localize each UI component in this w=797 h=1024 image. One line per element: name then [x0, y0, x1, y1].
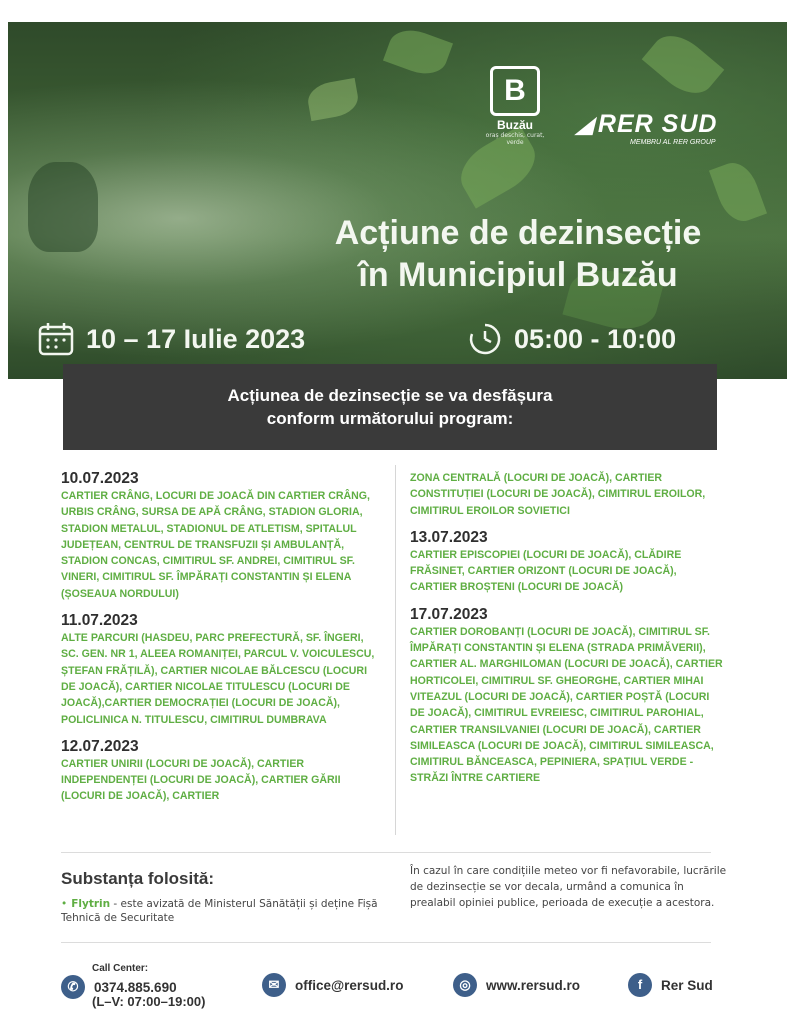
rer-sud-logo-name — [576, 110, 766, 139]
program-intro-line-1: Acțiunea de dezinsecție se va desfășura — [227, 386, 553, 405]
program-intro-line-2: conform următorului program: — [266, 409, 514, 428]
bullet-icon: • — [61, 898, 68, 910]
calendar-icon — [38, 322, 74, 356]
email-address[interactable]: office@rersud.ro — [295, 977, 404, 993]
schedule-day — [61, 738, 377, 805]
facebook-link[interactable]: Rer Sud — [661, 977, 713, 993]
website-contact[interactable] — [453, 973, 580, 997]
globe-icon: ◎ — [453, 973, 477, 997]
schedule-places: CARTIER UNIRII (LOCURI DE JOACĂ), CARTIER INDEPENDENȚEI (LOCURI DE JOACĂ), CARTIER GĂRII (LOCURI DE JOACĂ), CARTIER — [61, 757, 341, 803]
leaf-decoration — [642, 25, 725, 104]
schedule-day — [410, 606, 726, 787]
schedule-date: 12.07.2023 — [61, 737, 139, 755]
leaf-decoration — [305, 78, 360, 121]
phone-icon: ✆ — [61, 975, 85, 999]
schedule-places: ALTE PARCURI (HASDEU, PARC PREFECTURĂ, SF. ÎNGERI, SC. GEN. NR 1, ALEEA ROMANIȚEI, PARCUL V. VOICULESCU, ȘTEFAN FRĂȚILĂ), CARTIER NICOLAE BĂLCESCU (LOCURI DE JOACĂ), CARTIER NICOLAE TITULESCU (LOCURI DE JOACĂ),CARTIER DEMOCRAȚIEI (LOCURI DE JOACĂ), POLICLINICA N. TITULESCU, CIMITIRUL DUMBRAVA — [61, 632, 375, 726]
schedule-places: CARTIER CRÂNG, LOCURI DE JOACĂ DIN CARTIER CRÂNG, URBIS CRÂNG, SURSA DE APĂ CRÂNG, STADION GLORIA, STADION METALUL, STADIONUL DE ATLETISM, SPITALUL JUDEȚEAN, CENTRUL DE TRANSFUZII ȘI AMBULANȚĂ, STADION CONCAS, CIMITIRUL SF. ANDREI, CIMITIRUL SF. VINERI, CIMITIRUL SF. ÎMPĂRAȚI CONSTANTIN ȘI ELENA (ȘOSEAUA NORDULUI) — [61, 490, 370, 600]
section-divider — [61, 942, 711, 943]
schedule-day — [61, 612, 377, 728]
worker-silhouette — [28, 162, 98, 252]
rer-logo-icon: ◢ — [576, 112, 594, 137]
substance-title: Substanța folosită: — [61, 869, 215, 888]
substance-name: Flytrin — [71, 898, 111, 910]
section-divider — [61, 852, 711, 853]
page-title — [258, 212, 778, 296]
substance-item — [61, 897, 381, 925]
time-range-text: 05:00 - 10:00 — [514, 323, 677, 354]
hero-banner — [8, 22, 787, 379]
title-line-1: Acțiune de dezinsecție — [334, 214, 702, 252]
date-range-text: 10 – 17 Iulie 2023 — [86, 323, 306, 354]
schedule-date: 13.07.2023 — [410, 528, 488, 546]
email-icon: ✉ — [262, 973, 286, 997]
schedule-date: 11.07.2023 — [61, 612, 138, 630]
program-intro-band — [63, 364, 717, 450]
schedule-day-continued — [410, 470, 726, 519]
schedule-places: CARTIER DOROBANȚI (LOCURI DE JOACĂ), CIMITIRUL SF. ÎMPĂRAȚI CONSTANTIN ȘI ELENA (STRADA PRIMĂVERII), CARTIER AL. MARGHILOMAN (LOCURI DE JOACĂ), CARTIER HORTICOLEI, CIMITIRUL SF. GHEORGHE, CARTIER MIHAI VITEAZUL (LOCURI DE JOACĂ), CARTIER POȘTĂ (LOCURI DE JOACĂ), CIMITIRUL EVREIESC, CIMITIRUL PAROHIAL, CARTIER TRANSILVANIEI (LOCURI DE JOACĂ), CARTIER SIMILEASCA (LOCURI DE JOACĂ), CIMITIRUL SIMILEASCA, CIMITIRUL BĂNCEASCA, PEPINIERA, SPAȚIUL VERDE - STRĂZI ÎNTRE CARTIERE — [410, 625, 723, 785]
buzau-logo-tagline: oraș deschis, curat, verde — [485, 132, 545, 146]
leaf-decoration — [383, 23, 453, 81]
schedule-left-column — [61, 470, 377, 815]
email-contact[interactable] — [262, 973, 403, 997]
clock-icon — [468, 322, 502, 356]
schedule-places: ZONA CENTRALĂ (LOCURI DE JOACĂ), CARTIER CONSTITUȚIEI (LOCURI DE JOACĂ), CIMITIRUL EROILOR, CIMITIRUL EROILOR SOVIETICI — [410, 472, 706, 517]
buzau-logo — [480, 66, 550, 146]
rer-sud-logo-text: RER SUD — [597, 110, 718, 138]
schedule-right-column — [410, 470, 726, 797]
facebook-icon: f — [628, 973, 652, 997]
rer-sud-logo — [576, 110, 766, 146]
website-link[interactable]: www.rersud.ro — [486, 977, 581, 993]
rer-sud-logo-tagline: MEMBRU AL RER GROUP — [630, 139, 716, 146]
time-range — [468, 322, 676, 356]
call-center-label: Call Center: — [92, 963, 149, 974]
phone-number[interactable]: 0374.885.690 — [94, 979, 177, 995]
buzau-logo-name: Buzău — [497, 118, 533, 132]
buzau-logo-mark: B — [490, 66, 540, 116]
substance-description: - este avizată de Ministerul Sănătății și deține Fișă Tehnică de Securitate — [61, 898, 378, 924]
schedule-date: 10.07.2023 — [61, 470, 139, 487]
facebook-contact[interactable] — [628, 973, 713, 997]
schedule-day — [61, 470, 377, 602]
weather-note: În cazul în care condițiile meteo vor fi nefavorabile, lucrările de dezinsecție se vor decala, urmând a comunica în prealabil opiniei publice, perioada de execuție a acestora. — [410, 865, 727, 909]
date-range — [38, 322, 305, 356]
schedule-date: 17.07.2023 — [410, 605, 488, 623]
column-divider — [395, 465, 396, 835]
schedule-day — [410, 529, 726, 596]
title-line-2: în Municipiul Buzău — [358, 256, 678, 294]
schedule-places: CARTIER EPISCOPIEI (LOCURI DE JOACĂ), CLĂDIRE FRĂSINET, CARTIER ORIZONT (LOCURI DE JOACĂ), CARTIER BROȘTENI (LOCURI DE JOACĂ) — [410, 548, 682, 594]
call-center-hours: (L–V: 07:00–19:00) — [92, 994, 206, 1009]
